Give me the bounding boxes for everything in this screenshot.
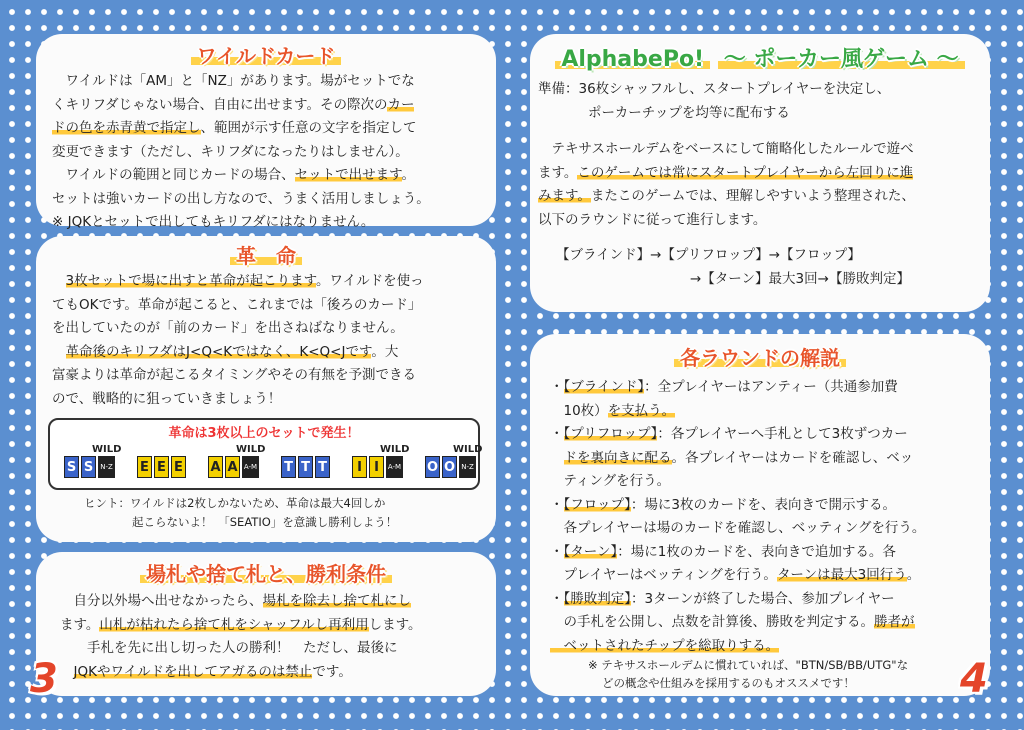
field-body (60, 590, 492, 684)
line-text: を出していたのが「前のカード」を出さねばなりません。 (52, 320, 404, 336)
round-highlight: を支払う。 (607, 402, 676, 419)
intro-body (538, 138, 988, 232)
round-item-line (550, 541, 896, 565)
intro-panel (530, 34, 990, 312)
letter-card: I (369, 456, 384, 478)
revolution-line (52, 364, 492, 388)
wild-card-panel (36, 34, 496, 230)
line-highlight: 革命後のキリフダはJ<Q<Kではなく、K<Q<Jです (65, 343, 372, 360)
intro-title (530, 42, 990, 73)
game-subtitle: 〜 ポーカー風ゲーム 〜 (718, 47, 965, 72)
line-highlight: 場札を除去し捨て札にし (262, 593, 411, 609)
wild-line (52, 117, 492, 141)
round-item-line (550, 588, 895, 612)
line-text: 手札を先に出し切った人の勝利！ ただし、最後に (60, 640, 398, 656)
hint-line-2: 起こらないよ！ 「SEATIO」を意識し勝利しよう！ (132, 515, 398, 529)
round-text: ・ (550, 496, 564, 513)
hint-line-1: ヒント：ワイルドは2枚しかないため、革命は最大4回しか (84, 496, 386, 510)
page-number-left: 3 (30, 656, 58, 702)
round-item-line (550, 447, 913, 471)
wild-line (52, 211, 492, 235)
line-highlight: 山札が枯れたら捨て札をシャッフルし再利用 (99, 616, 369, 633)
rounds-panel (530, 334, 990, 696)
round-text: ：各プレイヤーへ手札として3枚ずつカー (657, 426, 908, 442)
line-highlight: JQKやワイルドを出してアガるのは禁止 (73, 663, 313, 680)
line-text: 。大 (371, 343, 399, 360)
round-item-line (550, 376, 898, 400)
letter-card: T (315, 456, 330, 478)
intro-line (538, 138, 988, 162)
line-text: セットは強いカードの出し方なので、うまく活用しましょう。 (52, 190, 430, 207)
line-text: 富豪よりは革命が起こるタイミングやその有無を予測できる (52, 367, 416, 383)
letter-card: O (425, 456, 440, 478)
wild-label: WILD (380, 444, 410, 455)
line-highlight: みます。 (538, 188, 591, 204)
letter-card: E (137, 456, 152, 478)
round-item-line (550, 423, 908, 447)
line-text: ので、戦略的に狙っていきましょう！ (52, 390, 282, 407)
round-text: ・ (550, 590, 564, 607)
round-text: ：場に3枚のカードを、表向きで開示する。 (630, 496, 896, 513)
round-item-line (550, 470, 670, 494)
line-highlight: セットで出せます (294, 167, 402, 183)
rounds-note-2: どの概念や仕組みを採用するのもオススメです！ (602, 676, 855, 690)
card-group (208, 456, 259, 482)
round-highlight: 【ターン】 (563, 543, 618, 560)
round-highlight: 勝者が (874, 614, 915, 630)
wild-label: WILD (453, 444, 483, 455)
wild-line (52, 188, 492, 212)
letter-card: O (442, 456, 457, 478)
round-highlight: 【プリフロップ】 (563, 426, 658, 442)
round-text: ・ (550, 543, 564, 560)
wild-line (52, 70, 492, 94)
card-group (64, 456, 115, 482)
line-text: ワイルドの範囲と同じカードの場合、 (52, 167, 295, 183)
line-text: 変更できます（ただし、キリフダになったりはしません）。 (52, 143, 409, 160)
round-highlight: 【フロップ】 (563, 496, 631, 513)
round-item-line (550, 564, 920, 588)
line-text: 。ワイルドを使っ (316, 273, 424, 289)
line-highlight: カー (387, 96, 415, 113)
letter-card: T (281, 456, 296, 478)
line-text: 以下のラウンドに従って進行します。 (538, 211, 767, 228)
round-text: ：全プレイヤーはアンティー（共通参加費 (644, 379, 898, 395)
round-text: 。 (906, 567, 921, 583)
wild-line (52, 94, 492, 118)
game-name: AlphabePo! (555, 47, 710, 72)
round-highlight: ターンは最大3回行う (776, 567, 907, 583)
line-text: 、範囲が示す任意の文字を指定して (200, 120, 417, 136)
letter-card: A (225, 456, 240, 478)
rounds-title: 各ラウンドの解説 (530, 342, 990, 371)
line-text: またこのゲームでは、理解しやすいよう整理された、 (590, 188, 915, 204)
wild-label: WILD (92, 444, 122, 455)
field-line (60, 614, 492, 638)
wild-card-title: ワイルドカード (36, 40, 496, 69)
round-item-line (550, 611, 915, 635)
round-text: 各プレイヤーは場のカードを確認し、ベッティングを行う。 (550, 520, 926, 536)
letter-card: T (298, 456, 313, 478)
round-highlight: ドを裏向きに配る (563, 449, 672, 466)
letter-card: E (154, 456, 169, 478)
page-number-right: 4 (960, 656, 988, 702)
round-item-line (550, 400, 675, 424)
strip-title: 革命は3枚以上のセットで発生！ (168, 426, 360, 441)
revolution-line (52, 317, 492, 341)
intro-line (538, 209, 988, 233)
wild-card: A-M (242, 456, 259, 478)
revolution-body (52, 270, 492, 411)
wild-line (52, 141, 492, 165)
line-text: です。 (312, 663, 352, 680)
round-text: ティングを行う。 (550, 473, 671, 489)
card-group (281, 456, 330, 482)
line-highlight: ドの色を赤青黄で指定し (52, 120, 201, 136)
round-highlight: ベットされたチップを総取りする。 (550, 637, 780, 654)
round-text (550, 450, 564, 466)
wild-card-body (52, 70, 492, 235)
line-text (60, 664, 74, 680)
line-text: します。 (368, 616, 422, 633)
letter-card: E (171, 456, 186, 478)
card-group (137, 456, 186, 482)
round-text: ：場に1枚のカードを、表向きで追加する。各 (617, 543, 896, 560)
round-text: 。各プレイヤーはカードを確認し、ベッ (671, 449, 914, 466)
letter-card: I (352, 456, 367, 478)
field-line (60, 637, 492, 661)
card-group (352, 456, 403, 482)
round-text: ・ (550, 426, 564, 442)
line-text: テキサスホールデムをベースにして簡略化したルールで遊べ (538, 141, 914, 157)
round-text: の手札を公開し、点数を計算後、勝敗を判定する。 (550, 614, 874, 630)
field-title: 場札や捨て札と、勝利条件 (36, 558, 496, 587)
revolution-title: 革 命 (36, 240, 496, 269)
round-text: ・ (550, 379, 564, 395)
letter-card: S (64, 456, 79, 478)
round-highlight: 【勝敗判定】 (563, 590, 631, 607)
intro-line (538, 185, 988, 209)
revolution-line (52, 270, 492, 294)
round-text: ：3ターンが終了した場合、参加プレイヤー (631, 590, 895, 607)
field-line (60, 590, 492, 614)
line-highlight: このゲームでは常にスタートプレイヤーから左回りに進 (577, 164, 914, 181)
revolution-line (52, 388, 492, 412)
line-text: くキリフダじゃない場合、自由に出せます。その際次の (52, 96, 388, 113)
letter-card: A (208, 456, 223, 478)
revolution-card-strip (48, 418, 483, 490)
wild-label: WILD (236, 444, 266, 455)
revolution-line (52, 294, 492, 318)
round-text: 10枚） (550, 402, 608, 419)
line-text: ワイルドは「AM」と「NZ」があります。場がセットでな (52, 73, 415, 89)
line-text (52, 344, 66, 360)
wild-line (52, 164, 492, 188)
wild-card: N-Z (98, 456, 115, 478)
line-text: てもOKです。革命が起こると、これまでは「後ろのカード」 (52, 296, 422, 313)
rounds-note-1: ※ テキサスホールデムに慣れていれば、"BTN/SB/BB/UTG"な (588, 658, 909, 672)
intro-line (538, 162, 988, 186)
round-text: プレイヤーはベッティングを行う。 (550, 567, 777, 583)
prep-line-1: 準備：36枚シャッフルし、スタートプレイヤーを決定し、 (538, 81, 891, 97)
revolution-line (52, 341, 492, 365)
field-line (60, 661, 492, 685)
flow-line-1: 【ブラインド】→【プリフロップ】→【フロップ】 (556, 247, 861, 263)
line-text: 自分以外場へ出せなかったら、 (60, 593, 263, 609)
line-text (52, 273, 66, 289)
round-item-line (550, 494, 896, 518)
round-highlight: 【ブラインド】 (563, 379, 645, 395)
line-highlight: 3枚セットで場に出すと革命が起こります (65, 273, 317, 289)
wild-card: A-M (386, 456, 403, 478)
card-group (425, 456, 476, 482)
field-panel (36, 552, 496, 696)
prep-line-2: ポーカーチップを均等に配布する (588, 105, 790, 121)
round-item-line (550, 517, 925, 541)
line-text: ます。 (538, 164, 578, 181)
wild-card: N-Z (459, 456, 476, 478)
line-text: ※ JQKとセットで出してもキリフダにはなりません。 (52, 214, 375, 230)
round-item-line (550, 635, 779, 659)
line-text: ます。 (60, 616, 100, 633)
line-text: 。 (401, 167, 416, 183)
letter-card: S (81, 456, 96, 478)
flow-line-2: →【ターン】最大3回→【勝敗判定】 (690, 271, 910, 287)
